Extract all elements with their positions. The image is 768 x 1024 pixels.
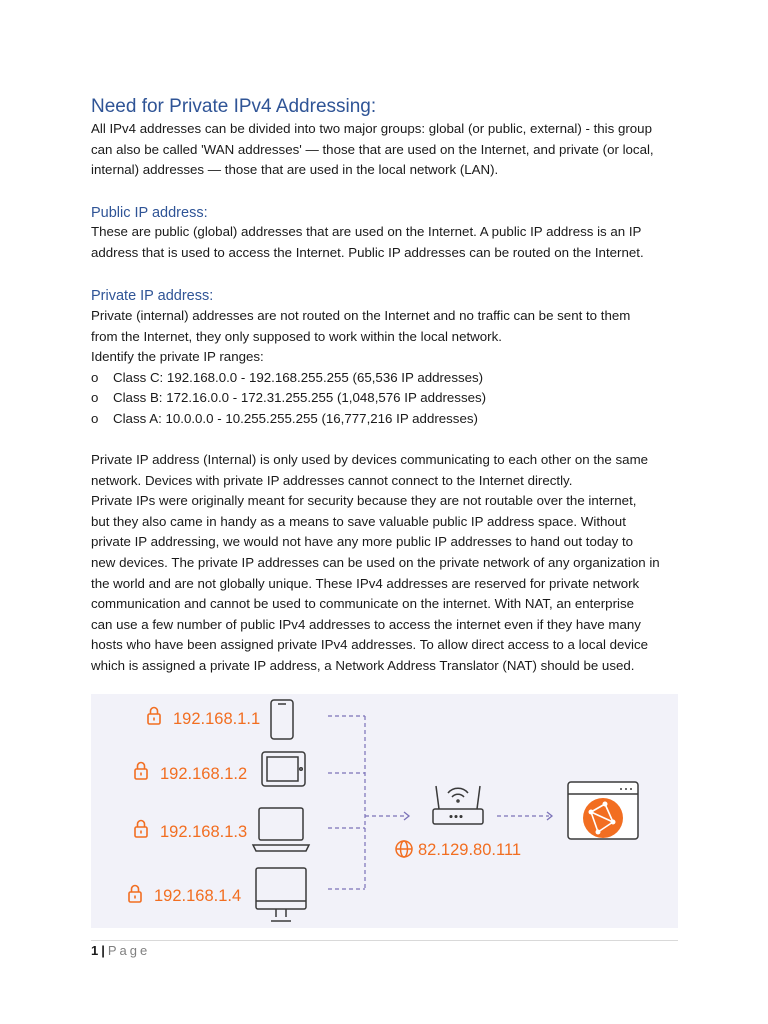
bullet-marker: o <box>91 390 99 405</box>
page-title: Need for Private IPv4 Addressing: <box>91 96 377 117</box>
details-line: can use a few number of public IPv4 addresses to access the internet even if they have many <box>91 616 641 632</box>
browser-globe-icon <box>568 782 638 839</box>
lock-icon <box>129 886 141 903</box>
private-ip-paragraph <box>91 306 681 368</box>
private-ip-line: Identify the private IP ranges: <box>91 349 264 365</box>
device-ip-label: 192.168.1.3 <box>160 823 248 841</box>
phone-icon <box>271 700 293 739</box>
footer-divider <box>91 940 678 941</box>
page-number: 1 <box>91 943 99 958</box>
details-line: hosts who have been assigned private IPv4 addresses. To allow direct access to a local device <box>91 637 649 653</box>
private-ip-heading: Private IP address: <box>91 288 214 304</box>
details-line: which is assigned a private IP address, a Network Address Translator (NAT) should be used. <box>91 657 635 673</box>
router-icon <box>433 786 483 824</box>
page-word: Page <box>107 943 151 958</box>
details-line: Private IPs were originally meant for security because they are not routable over the internet, <box>91 493 637 509</box>
lock-icon <box>135 763 147 780</box>
details-line: but they also came in handy as a means to save valuable public IP address space. Without <box>91 513 626 529</box>
nat-diagram <box>91 694 678 928</box>
monitor-icon <box>256 868 306 921</box>
details-line: network. Devices with private IP addresses cannot connect to the Internet directly. <box>91 472 573 488</box>
device-ip-label: 192.168.1.1 <box>173 710 261 728</box>
range-text: Class A: 10.0.0.0 - 10.255.255.255 (16,777,216 IP addresses) <box>113 411 478 426</box>
intro-line: internal) addresses — those that are used in the local network (LAN). <box>91 162 499 178</box>
laptop-icon <box>253 808 309 851</box>
details-line: communication and cannot be used to communicate on the internet. With NAT, an enterprise <box>91 596 635 612</box>
public-ip-paragraph <box>91 222 681 263</box>
range-list-item <box>91 409 478 430</box>
public-ip-line: address that is used to access the Internet. Public IP addresses can be routed on the Internet. <box>91 244 644 260</box>
lock-icon <box>148 708 160 725</box>
public-ip-line: These are public (global) addresses that are used on the Internet. A public IP address is an IP <box>91 224 642 239</box>
intro-paragraph <box>91 119 681 181</box>
footer-separator: | <box>101 943 105 958</box>
range-text: Class B: 172.16.0.0 - 172.31.255.255 (1,048,576 IP addresses) <box>113 390 487 405</box>
bullet-marker: o <box>91 370 99 385</box>
public-ip-label: 82.129.80.111 <box>418 841 522 859</box>
private-ip-line: from the Internet, they only supposed to work within the local network. <box>91 328 502 344</box>
details-paragraph <box>91 450 681 677</box>
tablet-icon <box>262 752 305 786</box>
public-ip-heading: Public IP address: <box>91 205 208 221</box>
intro-line: can also be called 'WAN addresses' — those that are used on the Internet, and private (or local, <box>91 141 654 157</box>
lock-icon <box>135 821 147 838</box>
details-line: the world and are not globally unique. These IPv4 addresses are reserved for private network <box>91 575 640 591</box>
details-line: new devices. The private IP addresses can be used on the private network of any organization in <box>91 554 660 570</box>
range-list-item <box>91 388 486 409</box>
device-ip-label: 192.168.1.4 <box>154 887 242 905</box>
page-footer <box>91 942 150 960</box>
details-line: Private IP address (Internal) is only used by devices communicating to each other on the same <box>91 452 649 467</box>
private-ip-line: Private (internal) addresses are not routed on the Internet and no traffic can be sent to them <box>91 308 631 323</box>
globe-icon <box>396 841 412 857</box>
details-line: private IP addressing, we would not have any more public IP addresses to hand out today to <box>91 534 634 550</box>
range-list-item <box>91 368 483 389</box>
bullet-marker: o <box>91 411 99 426</box>
device-ip-label: 192.168.1.2 <box>160 765 248 783</box>
arrow-heads <box>404 812 552 820</box>
intro-line: All IPv4 addresses can be divided into two major groups: global (or public, external) - this group <box>91 121 652 136</box>
range-text: Class C: 192.168.0.0 - 192.168.255.255 (65,536 IP addresses) <box>113 370 484 385</box>
